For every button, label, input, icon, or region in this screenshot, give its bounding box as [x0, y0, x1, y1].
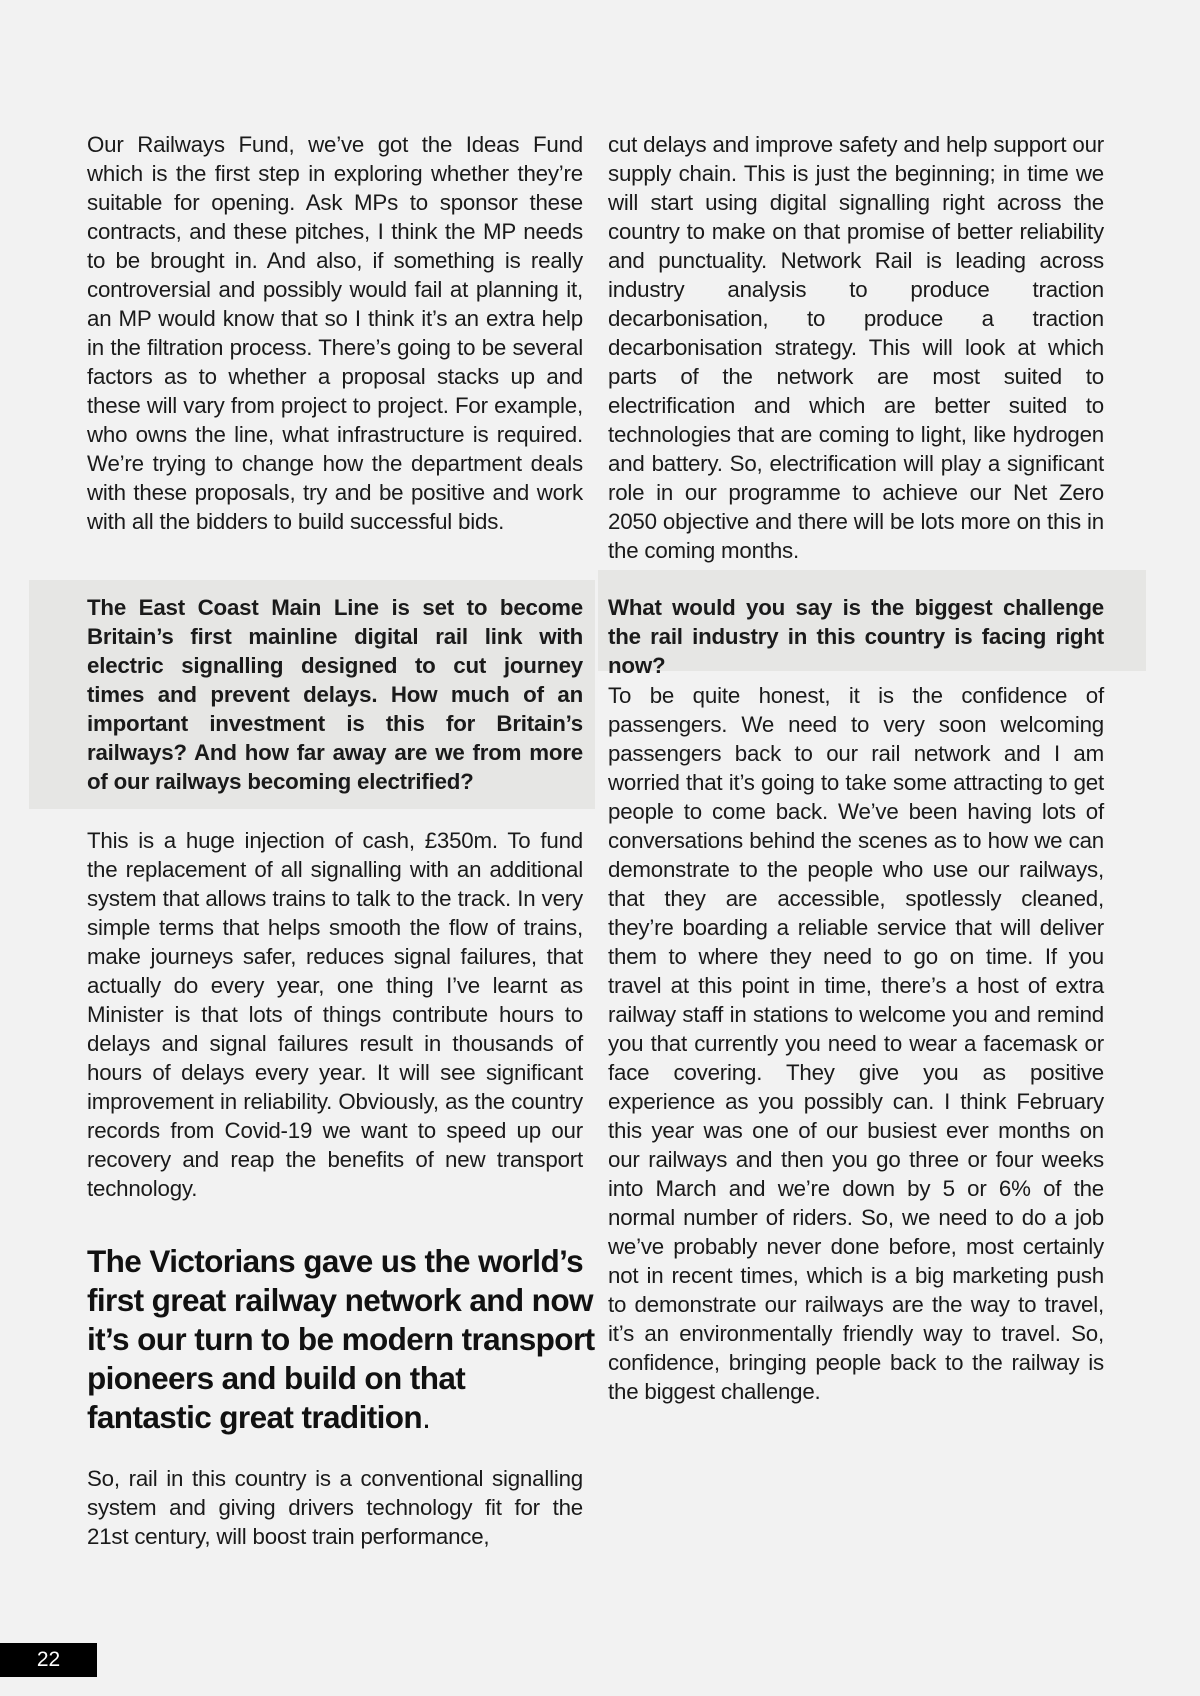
pull-quote-text: The Victorians gave us the world’s first great railway network and now it’s our turn to be modern transport pioneers and build on that fantastic great tradition [87, 1243, 595, 1435]
pull-quote-period: . [422, 1399, 431, 1435]
question-box-2 [598, 570, 1146, 678]
question-2-text: What would you say is the biggest challenge the rail industry in this country is facing right now? [608, 595, 1104, 678]
right-paragraph-1: cut delays and improve safety and help support our supply chain. This is just the beginning; in time we will start using digital signalling right across the country to make on that promise of better reliability and punctuality. Network Rail is leading across industry analysis to produce traction decarbonisation, to produce a traction decarbonisation strategy. This will look at which parts of the network are most suited to electrification and which are better suited to technologies that are coming to light, like hydrogen and battery. So, electrification will play a significant role in our programme to achieve our Net Zero 2050 objective and there will be lots more on this in the coming months. [608, 132, 1104, 563]
right-answer-2: To be quite honest, it is the confidence of passengers. We need to very soon welcoming passengers back to our rail network and I am worried that it’s going to take some attracting to get people to come back. We’ve been having lots of conversations behind the scenes as to how we can demonstrate to the people who use our railways, that they are accessible, spotlessly cleaned, they’re boarding a reliable service that will deliver them to where they need to go on time. If you travel at this point in time, there’s a host of extra railway staff in stations to welcome you and remind you that currently you need to wear a facemask or face covering. They give you as positive experience as you possibly can. I think February this year was one of our busiest ever months on our railways and then you go three or four weeks into March and we’re down by 5 or 6% of the normal number of riders. So, we need to do a job we’ve probably never done before, most certainly not in recent times, which is a big marketing push to demonstrate our railways are the way to travel, it’s an environmentally friendly way to travel. So, confidence, bringing people back to the railway is the biggest challenge. [608, 683, 1104, 1404]
pull-quote [87, 1242, 597, 1437]
page-number: 22 [0, 1643, 97, 1677]
question-box-1 [29, 580, 595, 809]
left-answer-1: This is a huge injection of cash, £350m. To fund the replacement of all signalling with an additional system that allows trains to talk to the track. In very simple terms that helps smooth the flow of trains, make journeys safer, reduces signal failures, that actually do every year, one thing I’ve learnt as Minister is that lots of things contribute hours to delays and signal failures result in thousands of hours of delays every year. It will see significant improvement in reliability. Obviously, as the country records from Covid-19 we want to speed up our recovery and reap the benefits of new transport technology. [87, 828, 583, 1201]
left-paragraph-1: Our Railways Fund, we’ve got the Ideas Fund which is the first step in exploring whether they’re suitable for opening. Ask MPs to sponsor these contracts, and these pitches, I think the MP needs to be brought in. And also, if something is really controversial and possibly would fail at planning it, an MP would know that so I think it’s an extra help in the filtration process. There’s going to be several factors as to whether a proposal stacks up and these will vary from project to project. For example, who owns the line, what infrastructure is required. We’re trying to change how the department deals with these proposals, try and be positive and work with all the bidders to build successful bids. [87, 132, 583, 534]
question-1-text: The East Coast Main Line is set to become Britain’s first mainline digital rail link with electric signalling designed to cut journey times and prevent delays. How much of an important investment is this for Britain’s railways? And how far away are we from more of our railways becoming electrified? [87, 595, 583, 794]
left-paragraph-3: So, rail in this country is a conventional signalling system and giving drivers technology fit for the 21st century, will boost train performance, [87, 1466, 583, 1549]
